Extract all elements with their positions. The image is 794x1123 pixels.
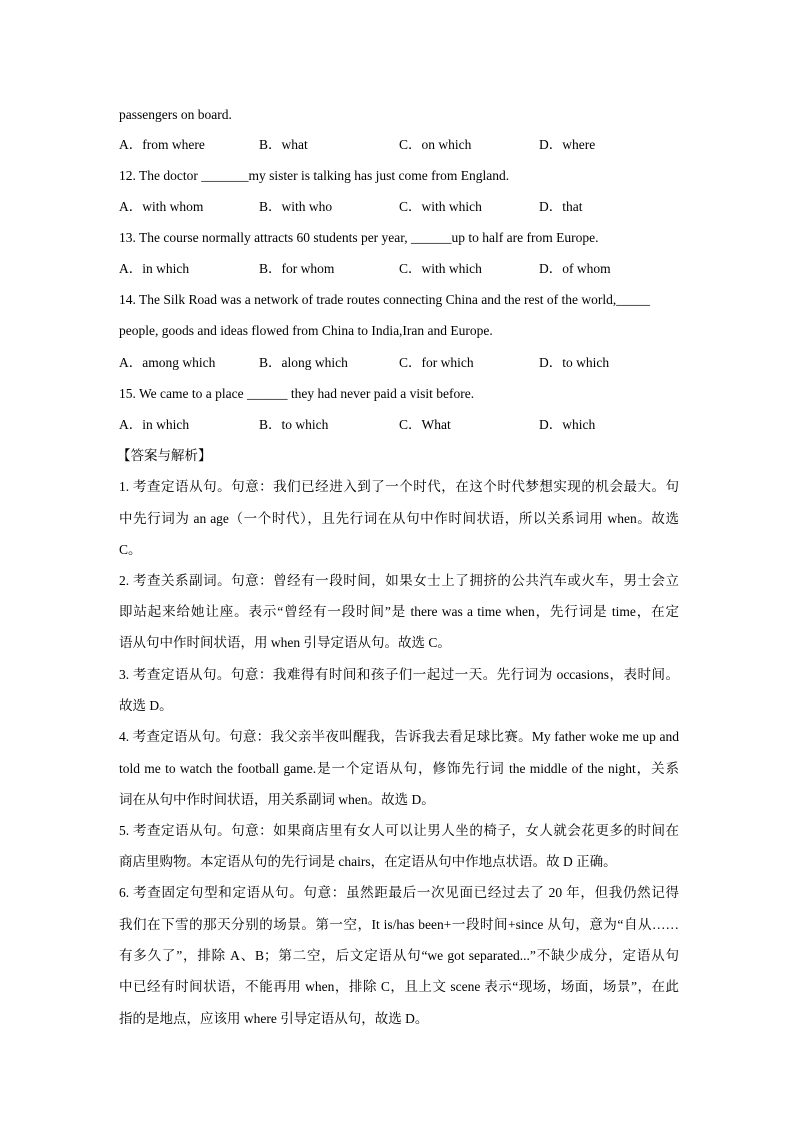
- option-d: D．where: [539, 137, 596, 152]
- explanation-5-line-1: 5. 考查定语从句。句意：如果商店里有女人可以让男人坐的椅子，女人就会花更多的时间在: [119, 823, 679, 838]
- option-b: B．to which: [259, 417, 329, 432]
- question-12-stem: 12. The doctor _______my sister is talking has just come from England.: [119, 168, 510, 183]
- explanation-4-line-1: 4. 考查定语从句。句意：我父亲半夜叫醒我，告诉我去看足球比赛。My father woke me up and: [119, 729, 679, 744]
- explanation-1-line-2: 中先行词为 an age（一个时代），且先行词在从句中作时间状语，所以关系词用 when。故选: [119, 511, 679, 526]
- question-11-options: [119, 136, 679, 154]
- option-a: A．among which: [119, 355, 216, 370]
- question-11-stem-tail: passengers on board.: [119, 107, 232, 122]
- option-c: C．for which: [399, 355, 474, 370]
- explanation-5-line-2: 商店里购物。本定语从句的先行词是 chairs，在定语从句中作地点状语。故 D 正确。: [119, 854, 617, 869]
- option-a: A．in which: [119, 261, 190, 276]
- question-13-stem: 13. The course normally attracts 60 students per year, ______up to half are from Europe.: [119, 230, 599, 245]
- explanation-6-line-2: 我们在下雪的那天分别的场景。第一空，It is/has been+一段时间+since 从句，意为“自从……: [119, 917, 679, 932]
- option-c: C．on which: [399, 137, 472, 152]
- question-14-stem-line-1: 14. The Silk Road was a network of trade routes connecting China and the rest of the world,_____: [119, 292, 651, 307]
- explanation-3-line-1: 3. 考查定语从句。句意：我难得有时间和孩子们一起过一天。先行词为 occasions，表时间。: [119, 667, 679, 682]
- option-c: C．with which: [399, 261, 482, 276]
- question-15-options: [119, 416, 679, 434]
- option-c: C．with which: [399, 199, 482, 214]
- explanation-6-line-1: 6. 考查固定句型和定语从句。句意：虽然距最后一次见面已经过去了 20 年，但我仍然记得: [119, 885, 679, 900]
- explanation-1-line-3: C。: [119, 542, 142, 557]
- option-d: D．to which: [539, 355, 610, 370]
- option-a: A．with whom: [119, 199, 204, 214]
- question-14-stem-line-2: people, goods and ideas flowed from China to India,Iran and Europe.: [119, 323, 493, 338]
- explanation-6-line-5: 指的是地点，应该用 where 引导定语从句，故选 D。: [119, 1011, 429, 1026]
- explanation-2-line-1: 2. 考查关系副词。句意：曾经有一段时间，如果女士上了拥挤的公共汽车或火车，男士会立: [119, 573, 679, 588]
- explanation-6-line-3: 有多久了”，排除 A、B；第二空，后文定语从句“we got separated...”不缺少成分，定语从句: [119, 948, 679, 963]
- question-13-options: [119, 260, 679, 278]
- answer-heading: 【答案与解析】: [117, 448, 212, 463]
- option-d: D．of whom: [539, 261, 611, 276]
- question-15-stem: 15. We came to a place ______ they had never paid a visit before.: [119, 386, 475, 401]
- option-d: D．which: [539, 417, 596, 432]
- option-b: B．what: [259, 137, 308, 152]
- option-a: A．from where: [119, 137, 205, 152]
- option-c: C．What: [399, 417, 451, 432]
- explanation-6-line-4: 中已经有时间状语，不能再用 when，排除 C，且上文 scene 表示“现场，场面，场景”，在此: [119, 979, 679, 994]
- question-14-options: [119, 354, 679, 372]
- option-a: A．in which: [119, 417, 190, 432]
- explanation-2-line-2: 即站起来给她让座。表示“曾经有一段时间”是 there was a time when，先行词是 time，在定: [119, 604, 679, 619]
- option-b: B．for whom: [259, 261, 335, 276]
- explanation-1-line-1: 1. 考查定语从句。句意：我们已经进入到了一个时代，在这个时代梦想实现的机会最大。句: [119, 479, 679, 494]
- explanation-4-line-2: told me to watch the football game.是一个定语从句，修饰先行词 the middle of the night，关系: [119, 761, 679, 776]
- option-b: B．with who: [259, 199, 333, 214]
- explanation-4-line-3: 词在从句中作时间状语，用关系副词 when。故选 D。: [119, 792, 435, 807]
- option-d: D．that: [539, 199, 583, 214]
- explanation-3-line-2: 故选 D。: [119, 698, 173, 713]
- explanation-2-line-3: 语从句中作时间状语，用 when 引导定语从句。故选 C。: [119, 635, 451, 650]
- option-b: B．along which: [259, 355, 348, 370]
- question-12-options: [119, 198, 679, 216]
